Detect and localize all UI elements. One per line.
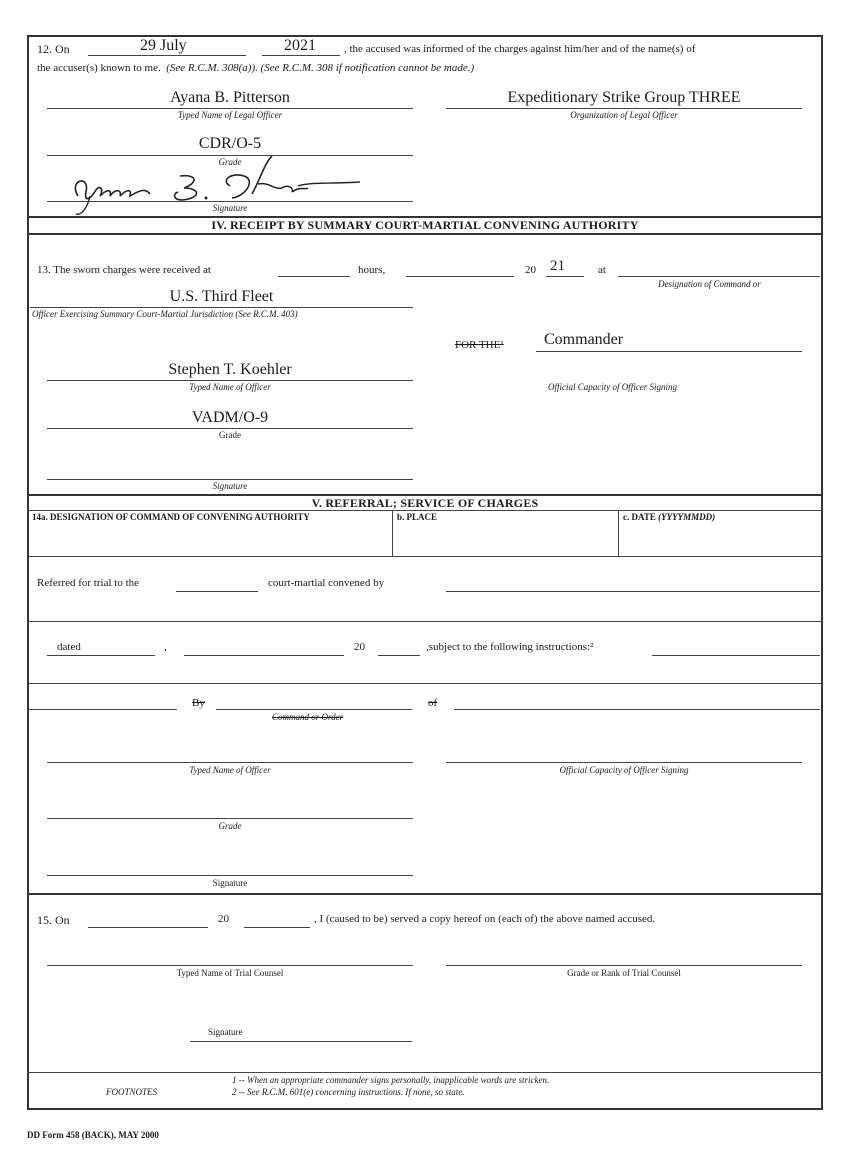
item12-signature-caption: Signature (212, 203, 248, 213)
item13-date-line[interactable] (406, 276, 514, 277)
section5-header: V. REFERRAL; SERVICE OF CHARGES (311, 496, 539, 510)
item13-hours-label: hours, (358, 264, 386, 276)
item12-text-line2: the accuser(s) known to me. (See R.C.M. 308(a)). (See R.C.M. 308 if notification cannot be made.) (37, 62, 475, 74)
section5-instructions-text: ,subject to the following instructions:² (426, 641, 594, 653)
footnote-2: 2 -- See R.C.M. 601(e) concerning instructions. If none, so state. (232, 1087, 465, 1097)
item12-grade[interactable]: CDR/O-5 (198, 135, 262, 152)
item12-year-value[interactable]: 2021 (284, 37, 316, 54)
section4-officer-name[interactable]: Stephen T. Koehler (168, 361, 292, 378)
item12-signature-line (47, 201, 413, 202)
section4-capacity-caption: Official Capacity of Officer Signing (548, 382, 677, 392)
section5-dated-label: dated (57, 641, 81, 653)
section4-officer-caption: Typed Name of Officer (189, 382, 271, 392)
section5-cols-bottom-rule (27, 556, 823, 557)
item13-hours-line[interactable] (278, 276, 350, 277)
section4-signature-line[interactable] (47, 479, 413, 480)
item13-text: 13. The sworn charges were received at (37, 264, 211, 276)
item13-year-value[interactable]: 21 (550, 258, 565, 274)
item15-top-rule (27, 893, 823, 895)
section4-header: IV. RECEIPT BY SUMMARY COURT-MARTIAL CONVENING AUTHORITY (211, 218, 639, 232)
section4-signature-caption: Signature (212, 481, 248, 491)
item12-year-line (262, 55, 340, 56)
section5-court-martial-text: court-martial convened by (268, 577, 385, 589)
section4-capacity-value[interactable]: Commander (544, 331, 624, 348)
footnote-1: 1 -- When an appropriate commander signs personally, inapplicable words are stricken. (232, 1075, 550, 1085)
item12-officer-caption: Typed Name of Legal Officer (177, 110, 283, 120)
item12-organization-line (446, 108, 802, 109)
section5-grade-caption: Grade (218, 821, 242, 831)
item12-label: 12. On (37, 42, 70, 56)
section5-year-line[interactable] (378, 655, 420, 656)
section5-dated-comma: , (164, 641, 167, 653)
item12-organization-caption: Organization of Legal Officer (570, 110, 678, 120)
section5-col-b: b. PLACE (397, 512, 438, 522)
section5-command-order-line[interactable] (216, 709, 412, 710)
item12-officer-name[interactable]: Ayana B. Pitterson (170, 89, 290, 106)
section4-grade-caption: Grade (219, 430, 241, 440)
item15-signature-caption: Signature (208, 1027, 243, 1037)
section4-for-the: FOR THE¹ (455, 339, 504, 351)
item12-date-value[interactable]: 29 July (140, 37, 187, 54)
section4-grade-line (47, 428, 413, 429)
section5-col-a: 14a. DESIGNATION OF COMMAND OF CONVENING AUTHORITY (32, 512, 310, 522)
section5-court-type-line[interactable] (176, 591, 258, 592)
item15-label: 15. On (37, 913, 70, 927)
item12-text-line1: , the accused was informed of the charges against him/her and of the name(s) of (344, 43, 696, 55)
section5-convened-by-line[interactable] (446, 591, 820, 592)
section4-grade[interactable]: VADM/O-9 (191, 409, 269, 426)
section5-instructions-line[interactable] (652, 655, 820, 656)
section5-col-divider-2 (618, 510, 619, 556)
item15-served-text: , I (caused to be) served a copy hereof on (each of) the above named accused. (314, 913, 656, 925)
section5-header-rule (27, 510, 823, 511)
section4-command-line (30, 307, 413, 308)
section5-grade-line[interactable] (47, 818, 413, 819)
section5-signature-line[interactable] (47, 875, 413, 876)
section5-by-label: By (192, 697, 205, 709)
section5-capacity-caption: Official Capacity of Officer Signing (559, 765, 689, 775)
form-id: DD Form 458 (BACK), MAY 2000 (27, 1130, 159, 1140)
item15-grade-line[interactable] (446, 965, 802, 966)
item12-date-line (88, 55, 246, 56)
item15-year-prefix: 20 (218, 913, 229, 925)
section5-dated-line[interactable] (47, 655, 155, 656)
section5-referred-text: Referred for trial to the (37, 577, 140, 589)
section4-capacity-line (536, 351, 802, 352)
section4-command[interactable]: U.S. Third Fleet (169, 288, 274, 305)
item15-year-line[interactable] (244, 927, 310, 928)
section5-of-line[interactable] (454, 709, 820, 710)
section5-capacity-line[interactable] (446, 762, 802, 763)
section5-dated-line-2[interactable] (184, 655, 344, 656)
section5-command-order-caption: Command or Order (272, 712, 344, 722)
section5-year-prefix: 20 (354, 641, 365, 653)
section5-typed-name-line[interactable] (47, 762, 413, 763)
section5-col-divider-1 (392, 510, 393, 556)
section5-col-c: c. DATE (YYYYMMDD) (623, 512, 716, 522)
section5-row-rule-1 (27, 621, 823, 622)
section4-header-rule (27, 233, 823, 235)
section5-signature-caption: Signature (212, 878, 248, 888)
section4-officer-line (47, 380, 413, 381)
section4-command-caption: Officer Exercising Summary Court-Martial Jurisdiction (See R.C.M. 403) (32, 309, 298, 319)
item13-year-prefix: 20 (525, 264, 536, 276)
item12-officer-line (47, 108, 413, 109)
item13-designation-caption: Designation of Command or (658, 279, 761, 289)
section5-row-rule-2 (27, 683, 823, 684)
item15-grade-caption: Grade or Rank of Trial Counsel (567, 968, 681, 978)
item12-grade-caption: Grade (218, 157, 242, 167)
item15-typed-name-line[interactable] (47, 965, 413, 966)
item13-at-label: at (598, 264, 606, 276)
footnotes-top-rule (27, 1072, 823, 1073)
item13-year-line (546, 276, 584, 277)
section5-by-left-line[interactable] (27, 709, 177, 710)
item12-organization[interactable]: Expeditionary Strike Group THREE (507, 89, 741, 106)
item15-date-line[interactable] (88, 927, 208, 928)
footnotes-label: FOOTNOTES (106, 1087, 158, 1097)
item15-typed-name-caption: Typed Name of Trial Counsel (176, 968, 284, 978)
item13-at-line[interactable] (618, 276, 820, 277)
section5-typed-name-caption: Typed Name of Officer (189, 765, 271, 775)
item15-signature-line[interactable] (190, 1041, 412, 1042)
section5-of-label: of (428, 697, 438, 709)
